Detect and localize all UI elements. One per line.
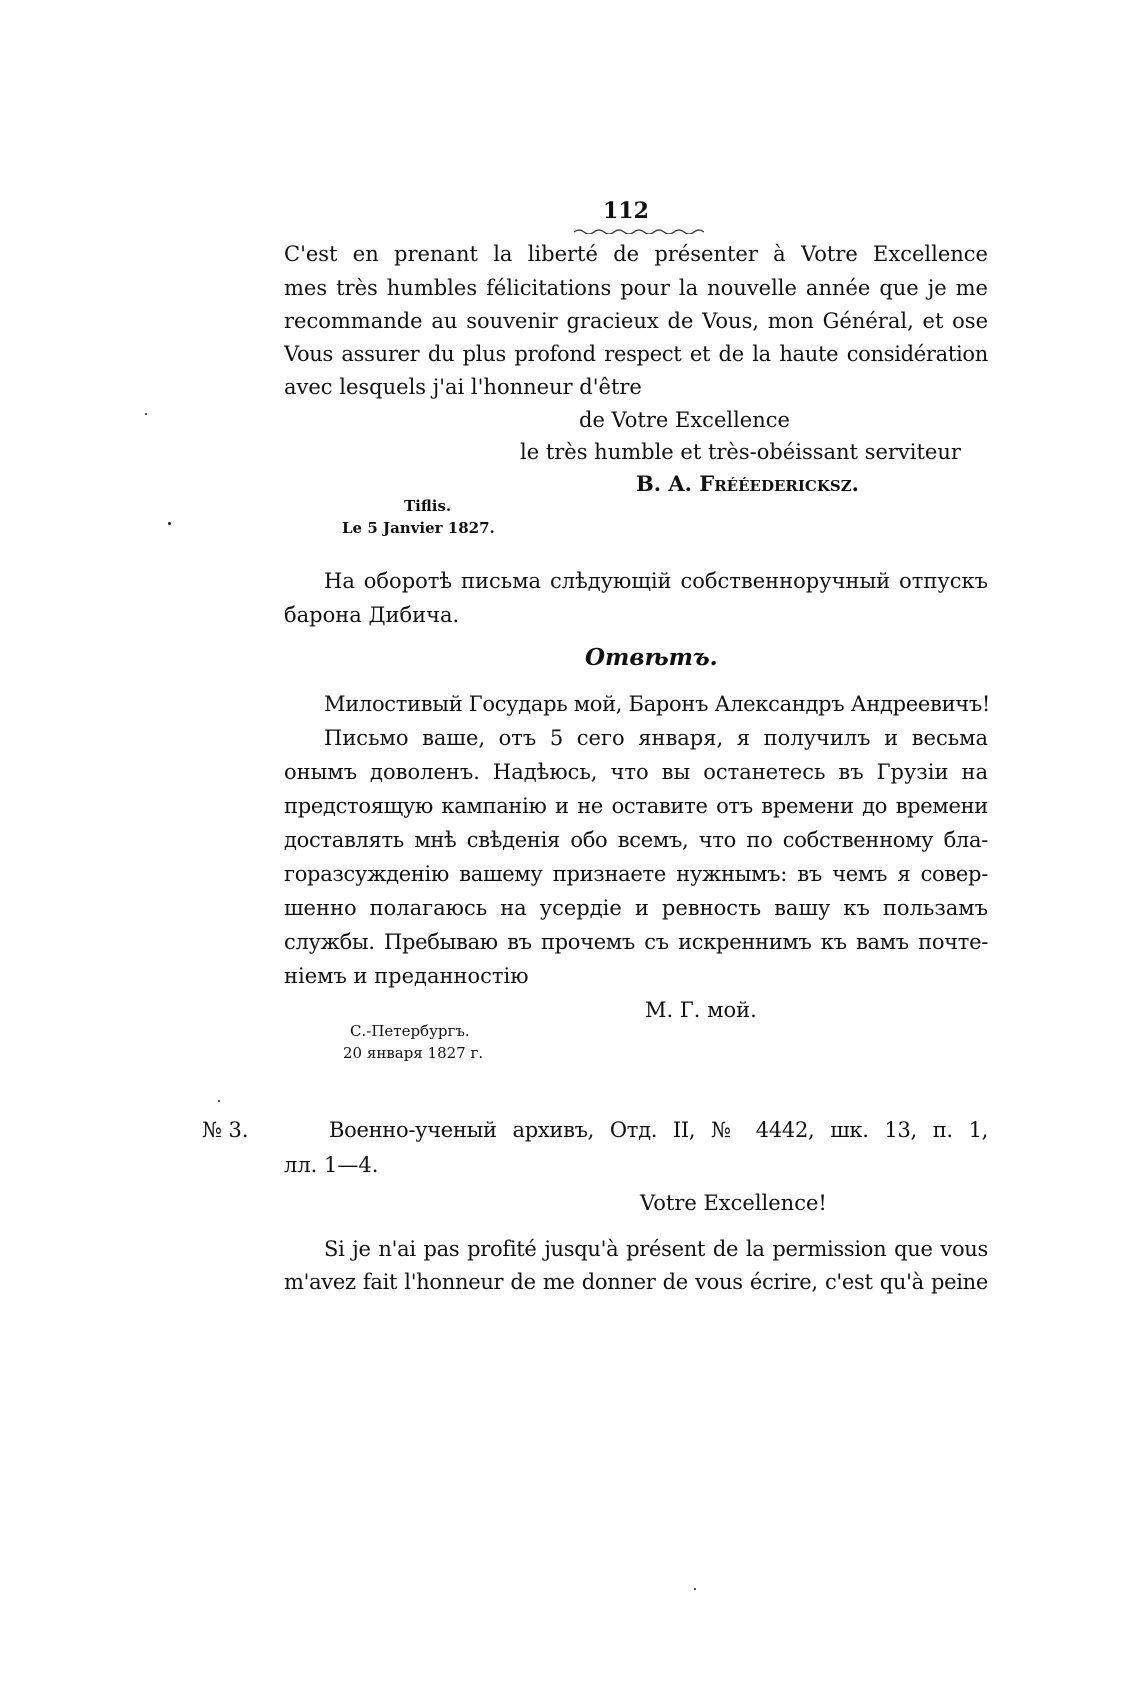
reply-text: Милостивый Государь мой, Баронъ Александръ Андреевичъ! xyxy=(324,692,991,716)
archive-line-1 xyxy=(284,1116,988,1144)
scan-speck xyxy=(145,413,147,415)
reply-heading: Отвѣтъ. xyxy=(585,644,718,671)
reply-text: горазсужденію вашему признаете нужнымъ: въ чемъ я совер- xyxy=(284,862,988,886)
signature-fredericksz: B. A. Frééedericksz. xyxy=(636,471,859,496)
page-number: 112 xyxy=(603,198,649,224)
reply-text: службы. Пребываю въ прочемъ съ искреннимъ къ вамъ почте- xyxy=(284,930,988,954)
reply-date: 20 января 1827 г. xyxy=(343,1044,484,1062)
reply-line-7 xyxy=(284,894,988,922)
reply-line-9: ніемъ и преданностію xyxy=(284,964,529,988)
reply-line-6 xyxy=(284,860,988,888)
document-number: № 3. xyxy=(202,1118,249,1142)
french-closing-2: le très humble et très-obéissant serviteur xyxy=(520,440,961,464)
doc3-line-1 xyxy=(284,1235,988,1263)
french-letter-line-2 xyxy=(284,274,988,302)
french-letter-line-1 xyxy=(284,240,988,268)
reply-text: шенно полагаюсь на усердіе и ревность вашу къ пользамъ xyxy=(284,896,988,920)
french-letter-line-3 xyxy=(284,307,988,335)
french-letter-text: recommande au souvenir gracieux de Vous, mon Général, et ose xyxy=(284,309,988,333)
doc3-text: m'avez fait l'honneur de me donner de vous écrire, c'est qu'à peine xyxy=(284,1270,988,1294)
reply-text: предстоящую кампанію и не оставите отъ времени до времени xyxy=(284,794,988,818)
ornament-divider xyxy=(574,228,704,234)
doc3-text: Si je n'ai pas profité jusqu'à présent de la permission que vous xyxy=(324,1237,988,1261)
reply-line-1 xyxy=(284,690,991,718)
reply-place: С.-Петербургъ. xyxy=(350,1022,470,1040)
note-line-1 xyxy=(284,567,988,595)
letter-date: Le 5 Janvier 1827. xyxy=(342,519,495,537)
archive-line-2: лл. 1—4. xyxy=(284,1153,379,1177)
reply-line-2 xyxy=(284,724,988,752)
scan-speck xyxy=(168,522,171,525)
french-letter-text: Vous assurer du plus profond respect et de la haute considération xyxy=(284,342,988,366)
note-text: На оборотѣ письма слѣдующій собственноручный отпускъ xyxy=(324,569,988,593)
scan-speck xyxy=(218,1100,220,1102)
reply-text: онымъ доволенъ. Надѣюсь, что вы останетесь въ Грузіи на xyxy=(284,760,988,784)
note-line-2: барона Дибича. xyxy=(284,603,460,627)
archive-text: Военно-ученый архивъ, Отд. II, № 4442, шк. 13, п. 1, xyxy=(329,1118,988,1142)
reply-text: доставлять мнѣ свѣденія обо всемъ, что по собственному бла- xyxy=(284,828,988,852)
french-letter-text: mes très humbles félicitations pour la nouvelle année que je me xyxy=(284,276,988,300)
doc3-line-2 xyxy=(284,1268,988,1296)
scan-speck xyxy=(694,1588,696,1590)
reply-line-5 xyxy=(284,826,988,854)
french-letter-line-5: avec lesquels j'ai l'honneur d'être xyxy=(284,375,642,399)
letter-place: Tiflis. xyxy=(404,497,452,515)
french-letter-text: C'est en prenant la liberté de présenter à Votre Excellence xyxy=(284,242,988,266)
reply-text: Письмо ваше, отъ 5 сего января, я получилъ и весьма xyxy=(324,726,988,750)
reply-line-3 xyxy=(284,758,988,786)
reply-line-4 xyxy=(284,792,988,820)
french-letter-line-4 xyxy=(284,340,988,368)
french-closing-1: de Votre Excellence xyxy=(579,408,790,432)
reply-closing: М. Г. мой. xyxy=(645,998,757,1022)
reply-line-8 xyxy=(284,928,988,956)
doc3-salutation: Votre Excellence! xyxy=(640,1191,827,1215)
